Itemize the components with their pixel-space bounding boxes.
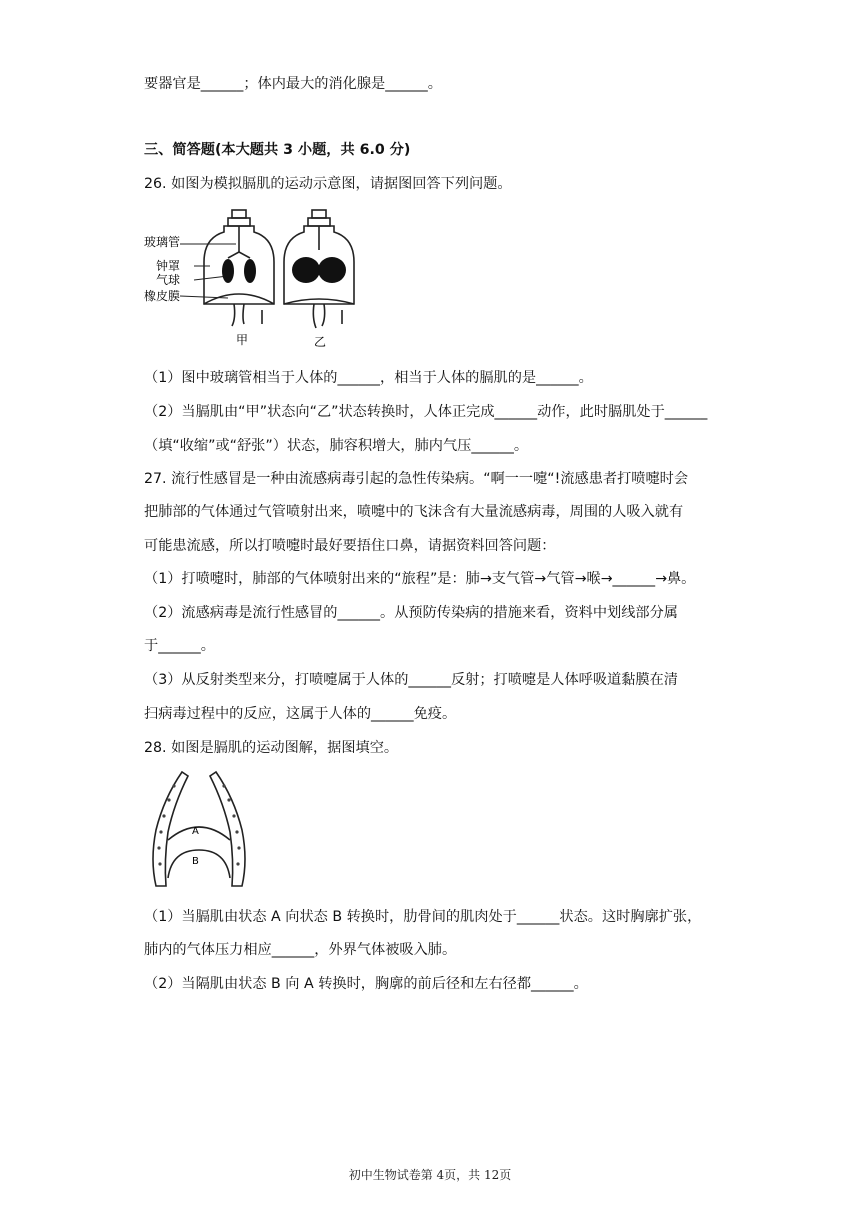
question-26-part-2-line-2: （填“收缩”或“舒张”）状态，肺容积增大，肺内气压______。 (144, 438, 529, 454)
question-27-stem-line-2: 把肺部的气体通过气管喷射出来，喷嚏中的飞沫含有大量流感病毒，周围的人吸入就有 (144, 504, 684, 520)
label-balloon: 气球 (156, 273, 181, 287)
label-yi: 乙 (314, 335, 327, 349)
question-28-part-2: （2）当隔肌由状态 B 向 A 转换时，胸廓的前后径和左右径都______。 (144, 976, 588, 992)
question-27-part-2-line-1: （2）流感病毒是流行性感冒的______。从预防传染病的措施来看，资料中划线部分属 (144, 605, 678, 621)
bell-jar-diagram (144, 206, 356, 356)
label-glass-tube: 玻璃管 (144, 235, 181, 249)
question-26-part-1: （1）图中玻璃管相当于人体的______，相当于人体的膈肌的是______。 (144, 370, 593, 386)
diaphragm-state-b (168, 850, 230, 878)
question-28-part-1-line-1: （1）当膈肌由状态 A 向状态 B 转换时，肋骨间的肌肉处于______状态。这时胸廓扩张， (144, 909, 702, 925)
diaphragm-diagram (144, 768, 254, 892)
label-state-a: A (192, 826, 199, 837)
question-27-part-1: （1）打喷嚏时，肺部的气体喷射出来的“旅程”是：肺→支气管→气管→喉→______→鼻。 (144, 571, 696, 587)
question-28-stem: 28. 如图是膈肌的运动图解，据图填空。 (144, 740, 399, 756)
question-27-stem-line-3: 可能患流感，所以打喷嚏时最好要捂住口鼻，请据资料回答问题： (144, 538, 556, 554)
label-rubber-membrane: 橡皮膜 (144, 289, 181, 303)
question-26-part-2-line-1: （2）当膈肌由“甲”状态向“乙”状态转换时，人体正完成______动作，此时膈肌处于______ (144, 404, 708, 420)
line-organ-question: 要器官是______；体内最大的消化腺是______。 (144, 76, 442, 92)
page-footer: 初中生物试卷第 4页，共 12页 (348, 1168, 512, 1182)
question-26-stem: 26. 如图为模拟膈肌的运动示意图，请据图回答下列问题。 (144, 176, 512, 192)
section-title: 三、简答题(本大题共 3 小题，共 6.0 分) (144, 142, 411, 158)
question-27-part-3-line-1: （3）从反射类型来分，打喷嚏属于人体的______反射；打喷嚏是人体呼吸道黏膜在清 (144, 672, 678, 688)
label-bell-jar: 钟罩 (156, 259, 181, 273)
question-28-part-1-line-2: 肺内的气体压力相应______，外界气体被吸入肺。 (144, 942, 457, 958)
question-27-part-3-line-2: 扫病毒过程中的反应，这属于人体的______免疫。 (144, 706, 457, 722)
diaphragm-state-a (168, 827, 230, 840)
question-27-part-2-line-2: 于______。 (144, 638, 215, 654)
label-jia: 甲 (236, 333, 249, 347)
bell-jar-jia (204, 210, 274, 326)
label-state-b: B (192, 856, 199, 867)
question-27-stem-line-1: 27. 流行性感冒是一种由流感病毒引起的急性传染病。“啊一一嚏“!流感患者打喷嚏时会 (144, 471, 689, 487)
